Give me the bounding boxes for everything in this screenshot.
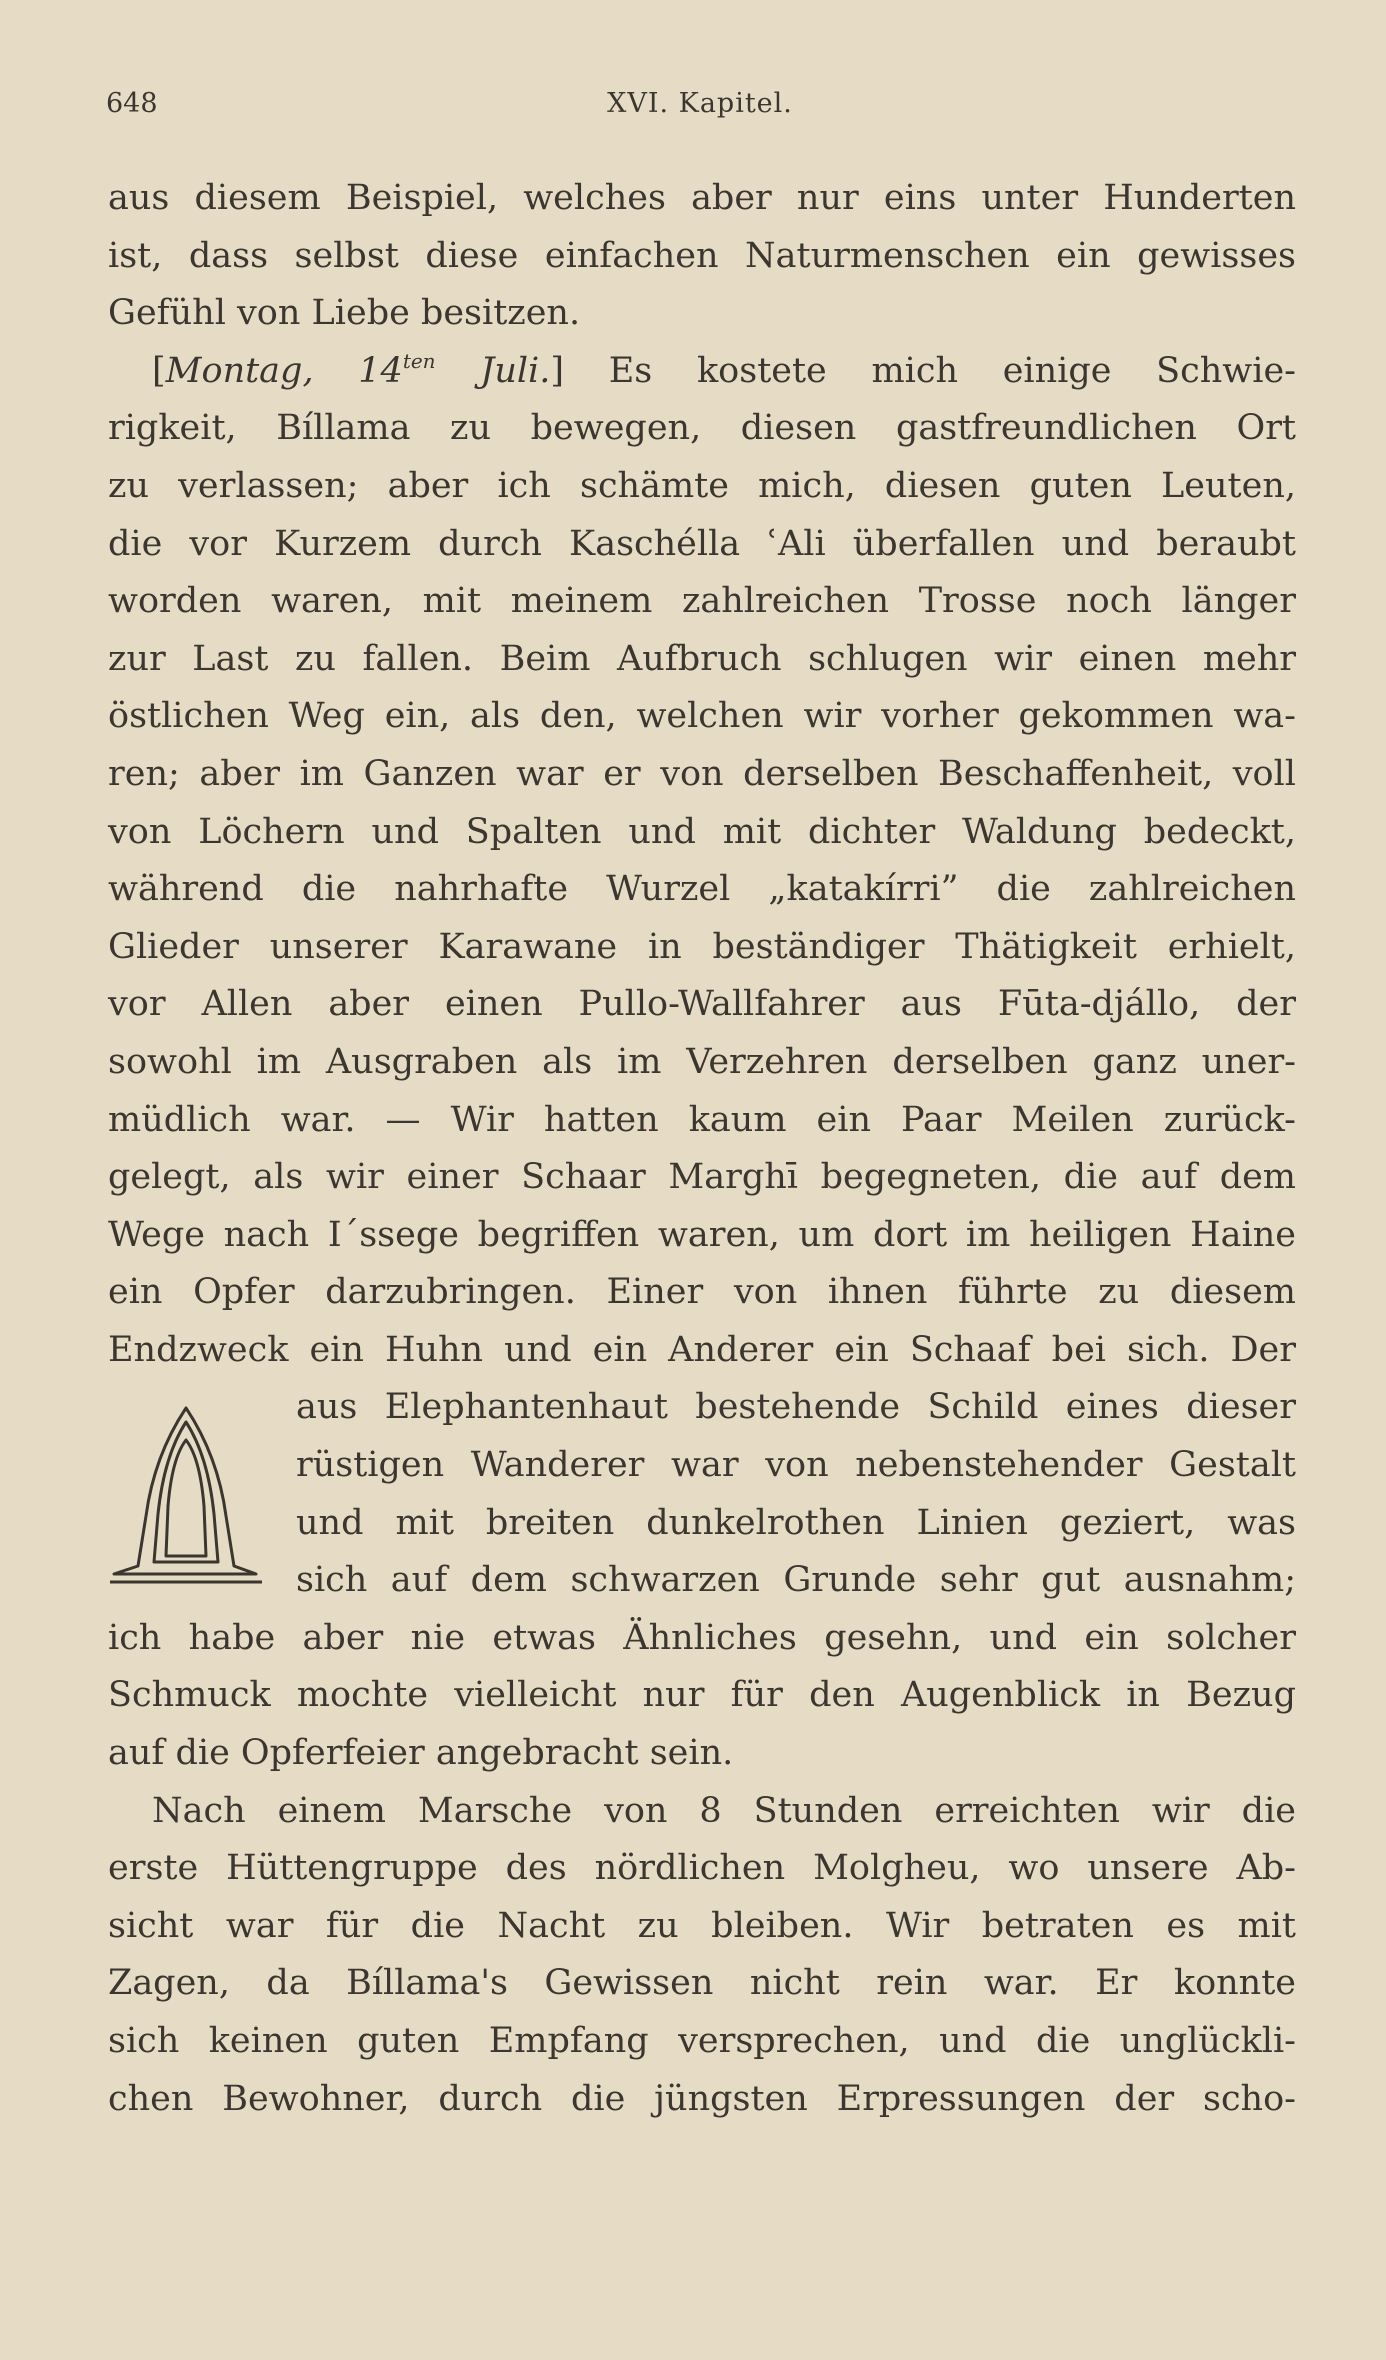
text-line: und mit breiten dunkelrothen Linien geziert, was xyxy=(296,1502,1296,1543)
shield-outer-outline xyxy=(114,1408,256,1574)
text-line: während die nahrhafte Wurzel „katakírri” die zahlreichen xyxy=(108,869,1296,910)
text-line: gelegt, als wir einer Schaar Marghī begegneten, die auf dem xyxy=(108,1157,1296,1198)
text-line: Wege nach I´ssege begriffen waren, um dort im heiligen Haine xyxy=(108,1214,1296,1255)
shield-illustration xyxy=(106,1396,266,1586)
text-line: rigkeit, Bíllama zu bewegen, diesen gastfreundlichen Ort xyxy=(108,408,1296,449)
text-line: sowohl im Ausgraben als im Verzehren derselben ganz uner- xyxy=(108,1041,1296,1082)
text-line: Schmuck mochte vielleicht nur für den Augenblick in Bezug xyxy=(108,1675,1296,1716)
text-line: vor Allen aber einen Pullo-Wallfahrer aus Fūta-djállo, der xyxy=(108,984,1296,1025)
text-line: Glieder unserer Karawane in beständiger Thätigkeit erhielt, xyxy=(108,926,1296,967)
text-line: ich habe aber nie etwas Ähnliches gesehn, und ein solcher xyxy=(108,1617,1296,1658)
shield-middle-outline xyxy=(154,1422,218,1562)
text-line: sich keinen guten Empfang versprechen, und die unglückli- xyxy=(108,2021,1296,2061)
text-line: ist, dass selbst diese einfachen Naturmenschen ein gewisses xyxy=(108,235,1296,276)
page-number: 648 xyxy=(106,88,158,119)
text-line-dated: [Montag, $14^{ten}$ Juli.] Es kostete mich einige Schwie- xyxy=(152,348,1296,391)
text-line: auf die Opferfeier angebracht sein. xyxy=(108,1733,734,1774)
text-line: Gefühl von Liebe besitzen. xyxy=(108,293,581,334)
text-line: Nach einem Marsche von 8 Stunden erreichten wir die xyxy=(152,1790,1296,1831)
text-line: müdlich war. — Wir hatten kaum ein Paar Meilen zurück- xyxy=(108,1099,1296,1140)
date-marker: [Montag, $14^{ten}$ Juli.] xyxy=(152,348,565,391)
running-header xyxy=(106,88,1294,128)
text-line: zu verlassen; aber ich schämte mich, diesen guten Leuten, xyxy=(108,465,1296,506)
text-line: sich auf dem schwarzen Grunde sehr gut ausnahm; xyxy=(296,1560,1296,1601)
text-line: ren; aber im Ganzen war er von derselben Beschaffenheit, voll xyxy=(108,753,1296,794)
text-line: rüstigen Wanderer war von nebenstehender Gestalt xyxy=(296,1445,1296,1486)
text-line: östlichen Weg ein, als den, welchen wir vorher gekommen wa- xyxy=(108,696,1296,737)
text-line: chen Bewohner, durch die jüngsten Erpressungen der scho- xyxy=(108,2078,1296,2119)
text-line: die vor Kurzem durch Kaschélla ʿAli überfallen und beraubt xyxy=(108,523,1296,564)
text-line: worden waren, mit meinem zahlreichen Trosse noch länger xyxy=(108,581,1296,622)
chapter-title: XVI. Kapitel. xyxy=(607,88,793,119)
text-line: Endzweck ein Huhn und ein Anderer ein Schaaf bei sich. Der xyxy=(108,1329,1296,1370)
text-line: ein Opfer darzubringen. Einer von ihnen führte zu diesem xyxy=(108,1272,1296,1313)
text-line: erste Hüttengruppe des nördlichen Molgheu, wo unsere Ab- xyxy=(108,1848,1296,1889)
text-line: Zagen, da Bíllama's Gewissen nicht rein war. Er konnte xyxy=(108,1963,1296,2004)
shield-inner-outline xyxy=(166,1440,206,1556)
text-line: aus Elephantenhaut bestehende Schild eines dieser xyxy=(296,1387,1296,1428)
text-line: von Löchern und Spalten und mit dichter Waldung bedeckt, xyxy=(108,811,1296,852)
text-line: aus diesem Beispiel, welches aber nur eins unter Hunderten xyxy=(108,178,1296,218)
text-line: sicht war für die Nacht zu bleiben. Wir betraten es mit xyxy=(108,1905,1296,1946)
body-text xyxy=(108,170,1296,2128)
text-line: zur Last zu fallen. Beim Aufbruch schlugen wir einen mehr xyxy=(108,638,1296,679)
